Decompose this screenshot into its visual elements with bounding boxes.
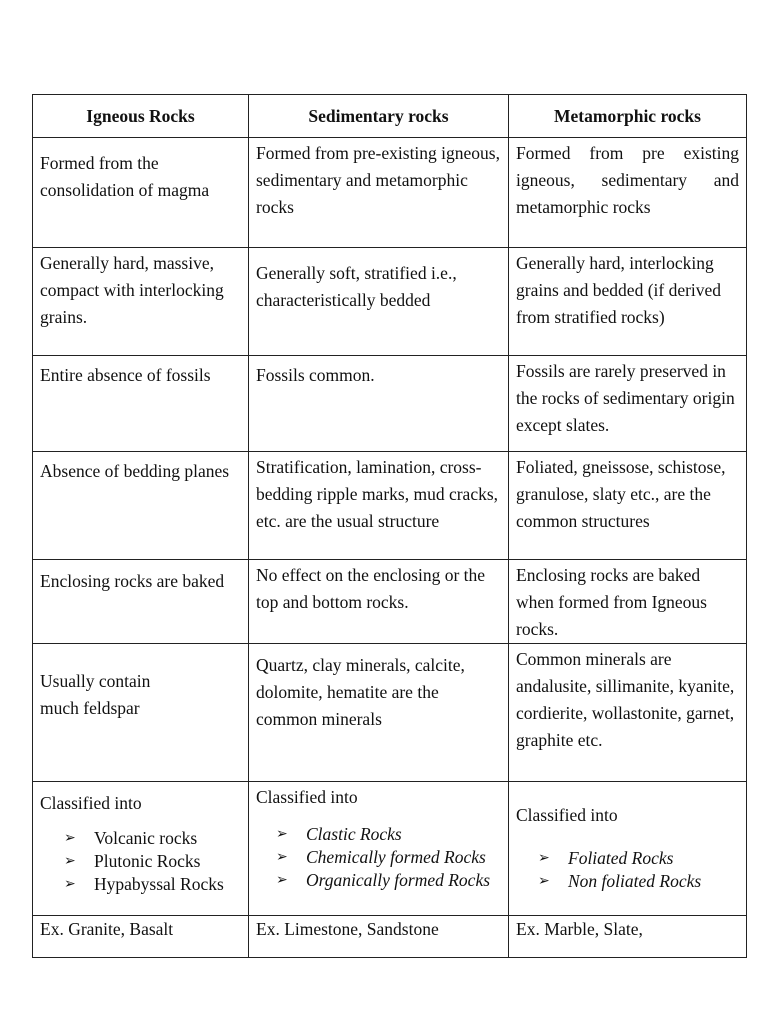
cell-sedimentary-minerals: Quartz, clay minerals, calcite, dolomite, hematite are the common minerals bbox=[249, 644, 509, 782]
arrow-bullet-icon: ➢ bbox=[64, 877, 76, 892]
cell-sedimentary-classification bbox=[249, 782, 509, 916]
igneous-classification-list bbox=[40, 827, 241, 896]
list-item: ➢ Chemically formed Rocks bbox=[276, 847, 486, 867]
cell-igneous-classification bbox=[33, 782, 249, 916]
arrow-bullet-icon: ➢ bbox=[538, 851, 550, 866]
cell-metamorphic-texture: Generally hard, interlocking grains and bedded (if derived from stratified rocks) bbox=[509, 248, 747, 356]
cell-igneous-texture: Generally hard, massive, compact with interlocking grains. bbox=[33, 248, 249, 356]
header-row bbox=[33, 95, 747, 138]
cell-sedimentary-structure: Stratification, lamination, cross- bedding ripple marks, mud cracks, etc. are the usual structure bbox=[249, 452, 509, 560]
table-row bbox=[33, 138, 747, 248]
cell-igneous-example: Ex. Granite, Basalt bbox=[33, 916, 249, 958]
list-item: ➢ Foliated Rocks bbox=[538, 848, 674, 868]
sedimentary-classification-list bbox=[256, 823, 501, 892]
classified-label: Classified into bbox=[40, 793, 142, 813]
cell-metamorphic-fossils: Fossils are rarely preserved in the rocks of sedimentary origin except slates. bbox=[509, 356, 747, 452]
table-row bbox=[33, 782, 747, 916]
arrow-bullet-icon: ➢ bbox=[276, 850, 288, 865]
header-sedimentary: Sedimentary rocks bbox=[249, 95, 509, 138]
cell-sedimentary-texture: Generally soft, stratified i.e., characteristically bedded bbox=[249, 248, 509, 356]
rock-comparison-table bbox=[32, 94, 747, 958]
classified-label: Classified into bbox=[516, 805, 618, 825]
arrow-bullet-icon: ➢ bbox=[276, 873, 288, 888]
cell-metamorphic-enclosing: Enclosing rocks are baked when formed from Igneous rocks. bbox=[509, 560, 747, 644]
table-row bbox=[33, 916, 747, 958]
table-row bbox=[33, 560, 747, 644]
cell-sedimentary-origin: Formed from pre-existing igneous, sedimentary and metamorphic rocks bbox=[249, 138, 509, 248]
list-item: ➢ Non foliated Rocks bbox=[538, 871, 702, 891]
cell-sedimentary-enclosing: No effect on the enclosing or the top and bottom rocks. bbox=[249, 560, 509, 644]
arrow-bullet-icon: ➢ bbox=[64, 831, 76, 846]
cell-metamorphic-minerals: Common minerals are andalusite, sillimanite, kyanite, cordierite, wollastonite, garnet, graphite etc. bbox=[509, 644, 747, 782]
arrow-bullet-icon: ➢ bbox=[276, 827, 288, 842]
table-row bbox=[33, 248, 747, 356]
cell-metamorphic-example: Ex. Marble, Slate, bbox=[509, 916, 747, 958]
header-metamorphic: Metamorphic rocks bbox=[509, 95, 747, 138]
cell-igneous-structure: Absence of bedding planes bbox=[33, 452, 249, 560]
cell-igneous-origin: Formed from the consolidation of magma bbox=[33, 138, 249, 248]
arrow-bullet-icon: ➢ bbox=[64, 854, 76, 869]
list-item: ➢ Plutonic Rocks bbox=[64, 851, 201, 871]
cell-metamorphic-origin: Formed from pre existing igneous, sedimentary and metamorphic rocks bbox=[509, 138, 747, 248]
table-row bbox=[33, 452, 747, 560]
cell-metamorphic-structure: Foliated, gneissose, schistose, granulose, slaty etc., are the common structures bbox=[509, 452, 747, 560]
cell-sedimentary-example: Ex. Limestone, Sandstone bbox=[249, 916, 509, 958]
classified-label: Classified into bbox=[256, 787, 358, 807]
list-item: ➢ Organically formed Rocks bbox=[276, 870, 491, 890]
arrow-bullet-icon: ➢ bbox=[538, 874, 550, 889]
list-item: ➢ Hypabyssal Rocks bbox=[64, 874, 224, 894]
cell-metamorphic-classification bbox=[509, 782, 747, 916]
cell-sedimentary-fossils: Fossils common. bbox=[249, 356, 509, 452]
header-igneous: Igneous Rocks bbox=[33, 95, 249, 138]
cell-igneous-fossils: Entire absence of fossils bbox=[33, 356, 249, 452]
cell-igneous-enclosing: Enclosing rocks are baked bbox=[33, 560, 249, 644]
list-item: ➢ Volcanic rocks bbox=[64, 828, 198, 848]
metamorphic-classification-list bbox=[516, 847, 739, 893]
cell-igneous-minerals: Usually contain much feldspar bbox=[33, 644, 249, 782]
table-row bbox=[33, 644, 747, 782]
list-item: ➢ Clastic Rocks bbox=[276, 824, 402, 844]
table-row bbox=[33, 356, 747, 452]
